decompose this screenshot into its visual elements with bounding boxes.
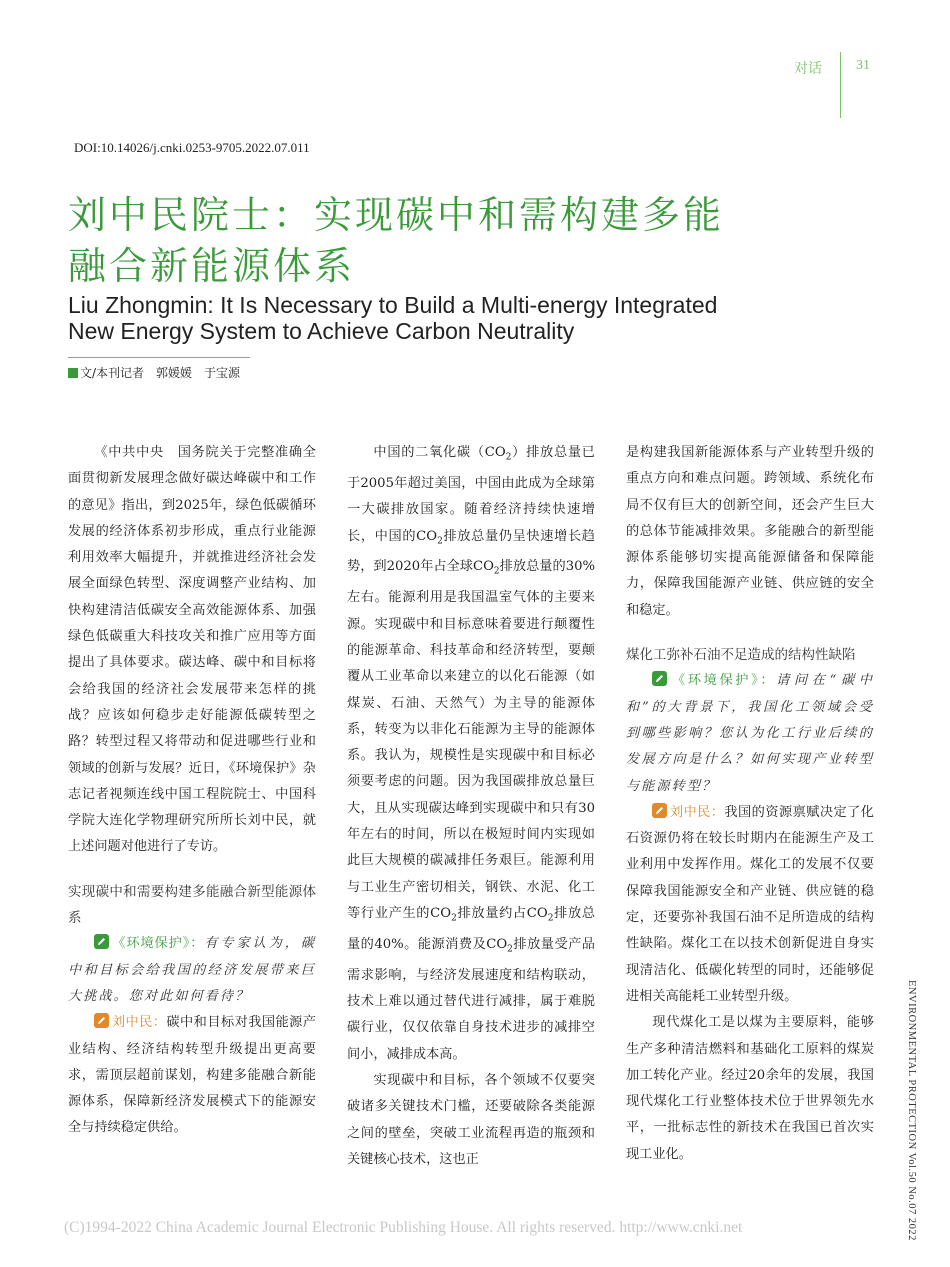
doi: DOI:10.14026/j.cnki.0253-9705.2022.07.011: [74, 140, 310, 155]
byline-text: 文/本刊记者 郭媛媛 于宝源: [80, 366, 241, 380]
subscript: 2: [507, 944, 513, 955]
subscript: 2: [505, 452, 512, 463]
question-label: 《环境保护》：: [111, 936, 205, 952]
question-text: 请问在“碳中和”的大背景下，我国化工领域会受到哪些影响？您认为化工行业后续的发展方向是什么？如何实现产业转型与能源转型？: [626, 673, 874, 794]
text-run: 排放量约占CO: [456, 905, 548, 921]
pen-icon: [94, 1013, 109, 1028]
byline-divider: [68, 357, 250, 358]
section-label: 对话: [794, 61, 822, 77]
section-heading-1: 实现碳中和需要构建多能融合新型能源体系: [68, 883, 316, 927]
text-run: ）排放总量已于2005年超过美国，中国由此成为全球第一大碳排放国家。随着经济持续快速增长，中国的CO: [347, 445, 595, 544]
question-label: 《环境保护》：: [669, 673, 777, 689]
column-2: [347, 440, 595, 1173]
paragraph-continued: 是构建我国新能源体系与产业转型升级的重点方向和难点问题。跨领域、系统化布局不仅有巨大的创新空间，还会产生巨大的总体节能减排效果。多能融合的新型能源体系能够切实提高能源储备和保障能力，保障我国能源产业链、供应链的安全和稳定。: [626, 445, 874, 618]
co2-paragraph: [347, 440, 595, 1068]
title-chinese: [68, 190, 788, 292]
question-text: 有专家认为，碳中和目标会给我国的经济发展带来巨大挑战。您对此如何看待？: [68, 936, 316, 1004]
title-english-line-2: New Energy System to Achieve Carbon Neutrality: [68, 318, 575, 344]
page-number: 31: [856, 58, 870, 73]
journal-side-label: ENVIRONMENTAL PROTECTION Vol.50 No.07 2022: [906, 980, 917, 1241]
title-english: [68, 292, 788, 344]
answer-text: 我国的资源禀赋决定了化石资源仍将在较长时期内在能源生产及工业利用中发挥作用。煤化工的发展不仅要保障我国能源安全和产业链、供应链的稳定，还要弥补我国石油不足所造成的结构性缺陷。煤化工在以技术创新促进自身实现清洁化、低碳化转型的同时，还能够促进相关高能耗工业转型升级。: [626, 804, 874, 1004]
title-chinese-line-2: 融合新能源体系: [68, 244, 356, 288]
subscript: 2: [437, 536, 443, 547]
answer-2: [626, 800, 874, 1010]
column-1: [68, 440, 316, 1142]
copyright-footer: (C)1994-2022 China Academic Journal Electronic Publishing House. All rights reserved. http://www.cnki.net: [64, 1219, 743, 1236]
text-run: 排放总量的40%。能源消费及CO: [347, 905, 596, 952]
text-run: 排放量受产品需求影响，与经济发展速度和结构联动，技术上难以通过替代进行减排，属于难脱碳行业，仅仅依靠自身技术进步的减排空间小，减排成本高。: [347, 936, 595, 1062]
paragraph-2: 实现碳中和目标，各个领域不仅要突破诸多关键技术门槛，还要破除各类能源之间的壁垒，突破工业流程再造的瓶颈和关键核心技术，这也正: [347, 1073, 595, 1167]
pen-icon: [652, 803, 667, 818]
subscript: 2: [493, 567, 500, 578]
question-1: [68, 931, 316, 1010]
intro-paragraph: 《中共中央 国务院关于完整准确全面贯彻新发展理念做好碳达峰碳中和工作的意见》指出，到2025年，绿色低碳循环发展的经济体系初步形成，重点行业能源利用效率大幅提升，并就推进经济社会发展全面绿色转型、深度调整产业结构、加快构建清洁低碳安全高效能源体系、加强绿色低碳重大科技攻关和推广应用等方面提出了具体要求。碳达峰、碳中和目标将会给我国的经济社会发展带来怎样的挑战？应该如何稳步走好能源低碳转型之路？转型过程又将带动和促进哪些行业和领域的创新与发展？近日，《环境保护》杂志记者视频连线中国工程院院士、中国科学院大连化学物理研究所所长刘中民，就上述问题对他进行了专访。: [68, 445, 316, 855]
text-run: 中国的二氧化碳（CO: [373, 445, 506, 460]
header-divider: [840, 52, 841, 118]
section-heading-2: 煤化工弥补石油不足造成的结构性缺陷: [626, 647, 856, 664]
square-bullet-icon: [68, 368, 78, 378]
pencil-icon: [652, 671, 667, 686]
byline: [68, 364, 240, 381]
question-2: [626, 668, 874, 799]
column-3: [626, 440, 874, 1168]
answer-label: 刘中民：: [669, 804, 725, 820]
text-run: 排放总量仍呈快速增长趋势，到2020年占全球CO: [347, 528, 595, 575]
answer-text: 碳中和目标对我国能源产业结构、经济结构转型升级提出更高要求，需顶层超前谋划，构建多能融合新能源体系，保障新经济发展模式下的能源安全与持续稳定供给。: [68, 1015, 316, 1136]
paragraph-coal-chemical: 现代煤化工是以煤为主要原料，能够生产多种清洁燃料和基础化工原料的煤炭加工转化产业。经过20余年的发展，我国现代煤化工行业整体技术位于世界领先水平，一批标志性的新技术在我国已首次实现工业化。: [626, 1015, 874, 1162]
title-chinese-line-1: 刘中民院士：实现碳中和需构建多能: [68, 193, 725, 237]
answer-1: [68, 1010, 316, 1141]
answer-label: 刘中民：: [111, 1015, 167, 1031]
pencil-icon: [94, 934, 109, 949]
subscript: 2: [547, 913, 554, 924]
subscript: 2: [451, 913, 457, 924]
title-english-line-1: Liu Zhongmin: It Is Necessary to Build a Multi-energy Integrated: [68, 292, 718, 318]
text-run: 排放总量的30%左右。能源利用是我国温室气体的主要来源。实现碳中和目标意味着要进行颠覆性的能源革命、科技革命和经济转型，要颠覆从工业革命以来建立的以化石能源（如煤炭、石油、天然气）为主导的能源体系，转变为以非化石能源为主导的能源体系。我认为，规模性是实现碳中和目标必须要考虑的问题。因为我国碳排放总量巨大，且从实现碳达峰到实现碳中和只有30年左右的时间，所以在极短时间内实现如此巨大规模的碳减排任务艰巨。能源利用与工业生产密切相关，钢铁、水泥、化工等行业产生的CO: [347, 559, 596, 921]
